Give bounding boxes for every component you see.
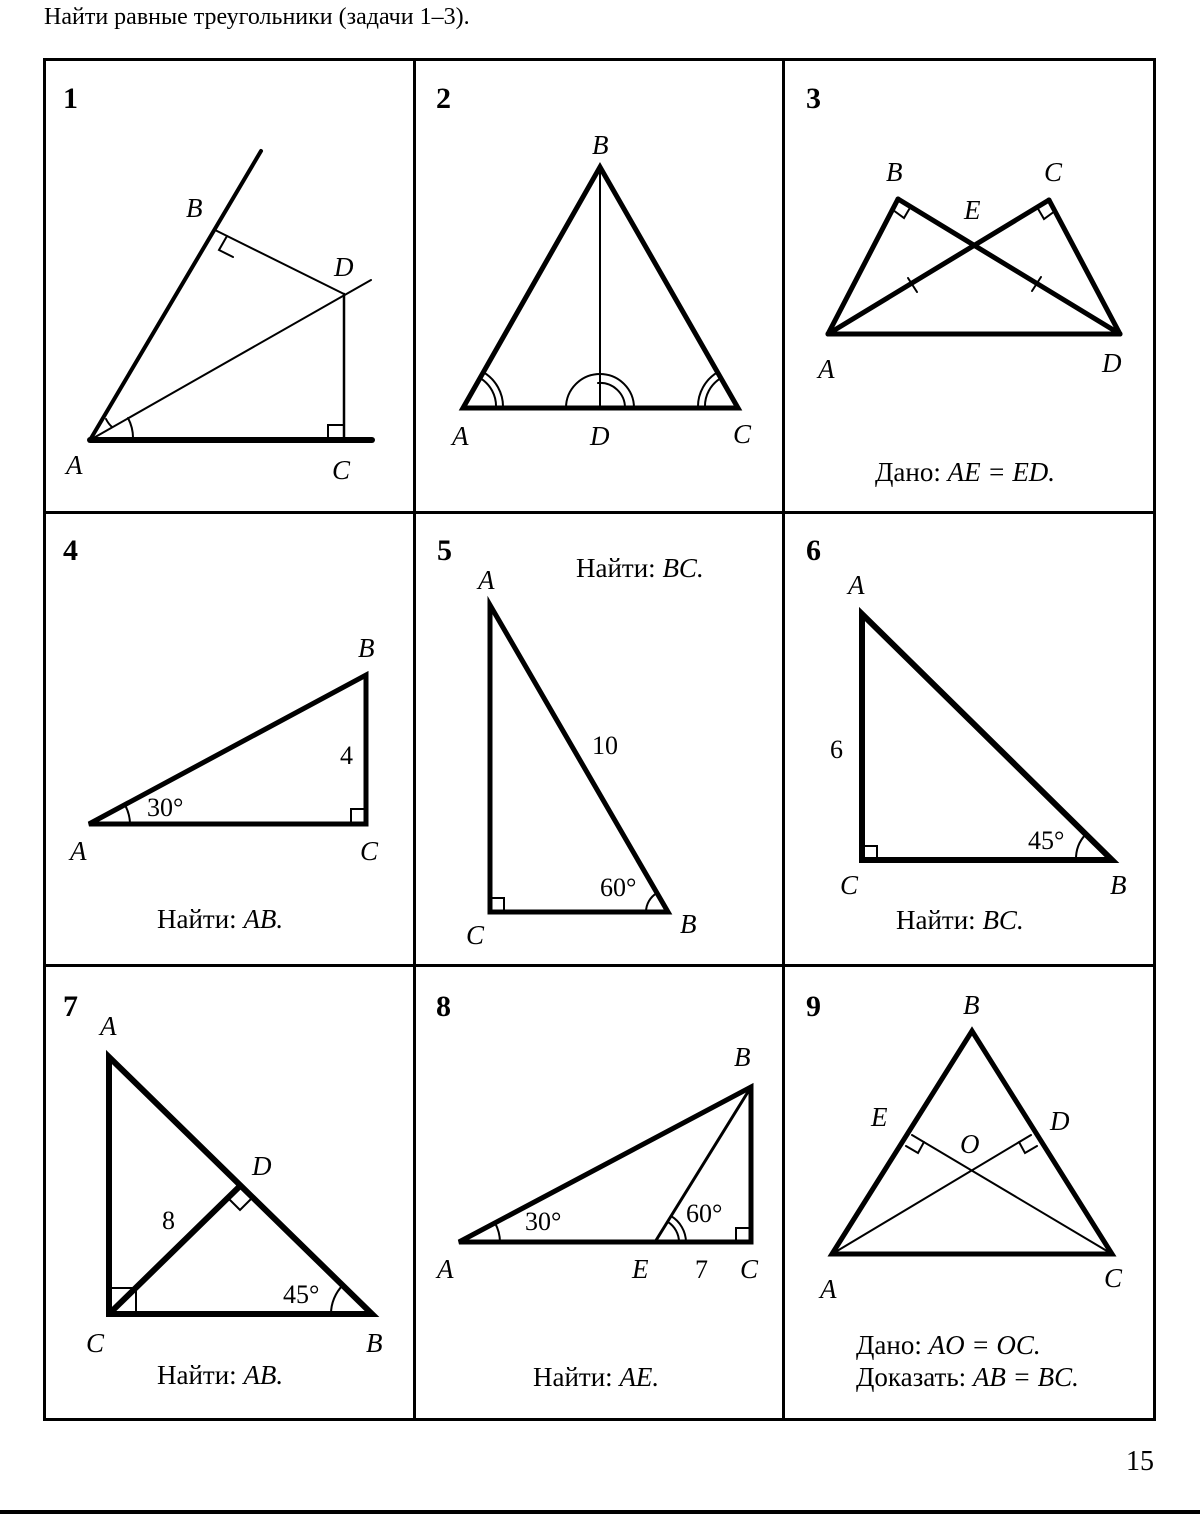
problem-number: 5 <box>437 534 452 567</box>
given-expression: AO = OC. <box>928 1330 1041 1360</box>
vertex-label-a: A <box>478 565 495 595</box>
triangle-abc <box>490 605 668 912</box>
problem-number: 3 <box>806 82 821 115</box>
vertex-label-b: B <box>358 633 375 663</box>
angle-value: 60° <box>686 1199 723 1228</box>
problem-number: 8 <box>436 990 451 1023</box>
vertex-label-e: E <box>964 195 981 225</box>
angle-arc <box>331 1285 343 1314</box>
problem-5 <box>437 534 704 950</box>
vertex-label-c: C <box>360 836 379 866</box>
vertex-label-b: B <box>680 909 697 939</box>
find-statement <box>576 553 704 583</box>
find-expression: BC. <box>982 905 1024 935</box>
find-expression: AE. <box>619 1362 660 1392</box>
find-expression: AB. <box>243 904 284 934</box>
vertex-label-d: D <box>1102 348 1122 378</box>
vertex-label-d: D <box>334 252 354 282</box>
vertex-label-b: B <box>592 130 609 160</box>
problem-number: 2 <box>436 82 451 115</box>
vertex-label-a: A <box>437 1254 454 1284</box>
vertex-label-b: B <box>963 990 980 1020</box>
vertex-label-b: B <box>366 1328 383 1358</box>
problem-number: 1 <box>63 82 78 115</box>
find-prefix: Найти: <box>576 553 663 583</box>
given-statement <box>856 1330 1041 1360</box>
vertex-label-d: D <box>252 1151 272 1181</box>
problem-9 <box>806 990 1123 1392</box>
angle-value: 30° <box>147 793 184 822</box>
angle-value: 45° <box>1028 826 1065 855</box>
angle-value: 45° <box>283 1280 320 1309</box>
problem-3 <box>806 82 1122 487</box>
find-statement <box>157 1360 283 1390</box>
side-length: 7 <box>695 1255 708 1284</box>
vertex-label-e: E <box>871 1102 888 1132</box>
vertex-label-b: B <box>186 193 203 223</box>
find-statement <box>896 905 1024 935</box>
segment-bd <box>215 230 344 294</box>
find-expression: BC. <box>662 553 704 583</box>
triangle-abc <box>862 614 1112 860</box>
given-expression: AE = ED. <box>947 457 1056 487</box>
page-number: 15 <box>1126 1446 1154 1477</box>
side-length: 8 <box>162 1206 175 1235</box>
right-angle-mark <box>906 1142 924 1153</box>
vertex-label-o: O <box>960 1129 980 1159</box>
prove-prefix: Доказать: <box>856 1362 973 1392</box>
problem-1 <box>63 82 372 485</box>
problem-number: 4 <box>63 534 78 567</box>
find-statement <box>533 1362 659 1392</box>
given-statement <box>875 457 1055 487</box>
bisector-ad <box>90 280 371 440</box>
given-prefix: Дано: <box>856 1330 929 1360</box>
segment-ce <box>912 1135 1112 1254</box>
vertex-label-c: C <box>332 455 351 485</box>
vertex-label-c: C <box>840 870 859 900</box>
vertex-label-b: B <box>734 1042 751 1072</box>
angle-arc <box>698 372 718 408</box>
angle-arc <box>646 893 657 912</box>
problem-2 <box>436 82 752 451</box>
side-length: 10 <box>592 731 618 760</box>
find-prefix: Найти: <box>157 904 244 934</box>
problem-7 <box>63 990 383 1390</box>
vertex-label-d: D <box>1050 1106 1070 1136</box>
find-statement <box>157 904 283 934</box>
vertex-label-c: C <box>1044 157 1063 187</box>
right-angle-mark <box>1019 1142 1037 1153</box>
angle-arc <box>480 378 496 408</box>
problem-4 <box>63 534 379 934</box>
segment-ad <box>832 1135 1031 1254</box>
angle-arc <box>668 1222 679 1242</box>
vertex-label-a: A <box>820 1274 837 1304</box>
angle-arc <box>125 805 130 824</box>
vertex-label-a: A <box>818 354 835 384</box>
vertex-label-c: C <box>733 419 752 449</box>
vertex-label-c: C <box>740 1254 759 1284</box>
vertex-label-b: B <box>886 157 903 187</box>
problem-number: 6 <box>806 534 821 567</box>
vertex-label-a: A <box>100 1011 117 1041</box>
find-prefix: Найти: <box>896 905 983 935</box>
right-angle-mark <box>228 1198 252 1210</box>
vertex-label-a: A <box>70 836 87 866</box>
vertex-label-e: E <box>632 1254 649 1284</box>
vertex-label-a: A <box>452 421 469 451</box>
right-angle-mark <box>219 236 233 257</box>
angle-arc <box>1076 834 1086 860</box>
triangle-abc <box>89 675 366 824</box>
vertex-label-c: C <box>1104 1263 1123 1293</box>
bottom-rule <box>0 1510 1200 1514</box>
angle-arc <box>598 383 625 408</box>
prove-expression: AB = BC. <box>972 1362 1079 1392</box>
angle-arc <box>705 378 721 408</box>
angle-arc <box>128 418 133 440</box>
problem-number: 7 <box>63 990 78 1023</box>
angle-arc <box>495 1223 500 1242</box>
prove-statement <box>856 1362 1079 1392</box>
vertex-label-b: B <box>1110 870 1127 900</box>
vertex-label-c: C <box>86 1328 105 1358</box>
given-prefix: Дано: <box>875 457 948 487</box>
find-prefix: Найти: <box>533 1362 620 1392</box>
angle-arc <box>106 419 112 427</box>
vertex-label-a: A <box>848 570 865 600</box>
find-prefix: Найти: <box>157 1360 244 1390</box>
find-expression: AB. <box>243 1360 284 1390</box>
side-length: 4 <box>340 741 353 770</box>
angle-arc <box>483 372 503 408</box>
problem-8 <box>435 990 759 1392</box>
instruction-text: Найти равные треугольники (задачи 1–3). <box>44 4 470 30</box>
side-length: 6 <box>830 735 843 764</box>
ray-ab <box>90 151 261 440</box>
problem-number: 9 <box>806 990 821 1023</box>
vertex-label-d: D <box>590 421 610 451</box>
vertex-label-c: C <box>466 920 485 950</box>
vertex-label-a: A <box>66 450 83 480</box>
problem-6 <box>806 534 1127 935</box>
angle-value: 30° <box>525 1207 562 1236</box>
angle-value: 60° <box>600 873 637 902</box>
